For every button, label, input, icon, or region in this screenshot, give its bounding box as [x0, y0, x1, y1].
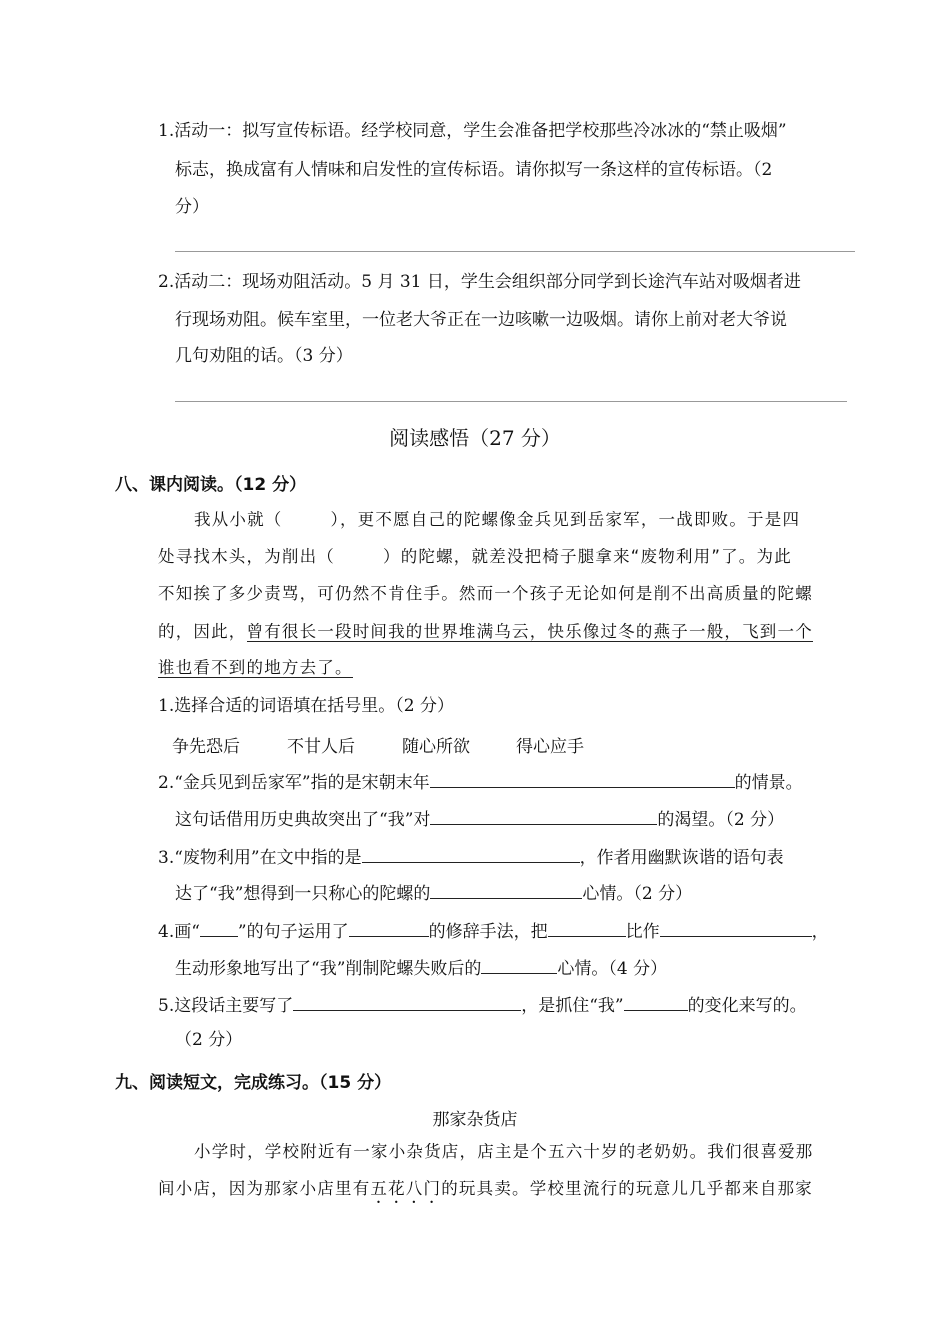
q2-blank-1[interactable] [430, 769, 735, 788]
emphasized-phrase: 五花八门 [370, 1179, 442, 1198]
part8-q5-line1: 5.这段话主要写了 ，是抓住“我” 的变化来写的。 [158, 992, 807, 1017]
q2-answer-line[interactable] [175, 401, 847, 402]
q2-line2: 行现场劝阻。候车室里，一位老大爷正在一边咳嗽一边吸烟。请你上前对老大爷说 [175, 310, 787, 330]
article-line1: 小学时，学校附近有一家小杂货店，店主是个五六十岁的老奶奶。我们很喜爱那 [194, 1142, 814, 1161]
underlined-sentence: 曾有很长一段时间我的世界堆满乌云，快乐像过冬的燕子一般，飞到一个 [246, 622, 813, 641]
q5-blank-2[interactable] [624, 992, 688, 1011]
article-line2: 间小店，因为那家小店里有五花八门的玩具卖。学校里流行的玩意儿几乎都来自那家 [158, 1179, 813, 1198]
part8-q5-line2: （2 分） [175, 1030, 243, 1050]
q4-blank-3[interactable] [660, 918, 812, 937]
q1-line1: 1.活动一：拟写宣传标语。经学校同意，学生会准备把学校那些冷冰冰的“禁止吸烟” [158, 121, 787, 141]
passage-line1: 我从小就（ ），更不愿自己的陀螺像金兵见到岳家军，一战即败。于是四 [194, 510, 801, 529]
q2-blank-2[interactable] [430, 806, 657, 825]
option-4: 得心应手 [516, 737, 584, 757]
q2-line3: 几句劝阻的话。（3 分） [175, 346, 353, 366]
q4-underline-sample [200, 918, 238, 937]
part8-heading: 八、课内阅读。（12 分） [115, 475, 307, 495]
passage-line3: 不知挨了多少责骂，可仍然不肯住手。然而一个孩子无论如何是削不出高质量的陀螺 [158, 584, 813, 603]
part8-q4-line2: 生动形象地写出了“我”削制陀螺失败后的 心情。（4 分） [175, 955, 667, 980]
part8-q1: 1.选择合适的词语填在括号里。（2 分） [158, 696, 454, 716]
part8-q4-line1: 4.画“ ”的句子运用了 的修辞手法，把 比作 ， [158, 918, 829, 943]
article-title: 那家杂货店 [432, 1110, 518, 1130]
q3-blank-2[interactable] [430, 880, 582, 899]
q1-answer-line[interactable] [175, 251, 855, 252]
section-title: 阅读感悟（27 分） [389, 426, 561, 450]
underlined-sentence-end: 谁也看不到的地方去了。 [158, 658, 353, 677]
option-3: 随心所欲 [402, 737, 470, 757]
q4-blank-2[interactable] [548, 918, 626, 937]
q4-blank-4[interactable] [481, 955, 557, 974]
q1-line2: 标志，换成富有人情味和启发性的宣传标语。请你拟写一条这样的宣传标语。（2 [175, 160, 773, 180]
part9-heading: 九、阅读短文，完成练习。（15 分） [115, 1073, 392, 1093]
q5-blank-1[interactable] [293, 992, 521, 1011]
part8-q3-line2: 达了“我”想得到一只称心的陀螺的 心情。（2 分） [175, 880, 692, 905]
passage-line4: 的，因此，曾有很长一段时间我的世界堆满乌云，快乐像过冬的燕子一般，飞到一个 [158, 622, 813, 641]
part8-q2-line1: 2.“金兵见到岳家军”指的是宋朝末年 的情景。 [158, 769, 803, 794]
q1-line3: 分） [175, 197, 209, 217]
option-2: 不甘人后 [287, 737, 355, 757]
part8-q2-line2: 这句话借用历史典故突出了“我”对 的渴望。（2 分） [175, 806, 784, 831]
q4-blank-1[interactable] [349, 918, 429, 937]
q2-line1: 2.活动二：现场劝阻活动。5 月 31 日，学生会组织部分同学到长途汽车站对吸烟者进 [158, 272, 801, 292]
q3-blank-1[interactable] [362, 844, 580, 863]
part8-q3-line1: 3.“废物利用”在文中指的是 ，作者用幽默诙谐的语句表 [158, 844, 784, 869]
passage-line5 [158, 657, 353, 679]
option-1: 争先恐后 [172, 737, 240, 757]
passage-line2: 处寻找木头，为削出（ ）的陀螺，就差没把椅子腿拿来“废物利用”了。为此 [158, 547, 792, 566]
